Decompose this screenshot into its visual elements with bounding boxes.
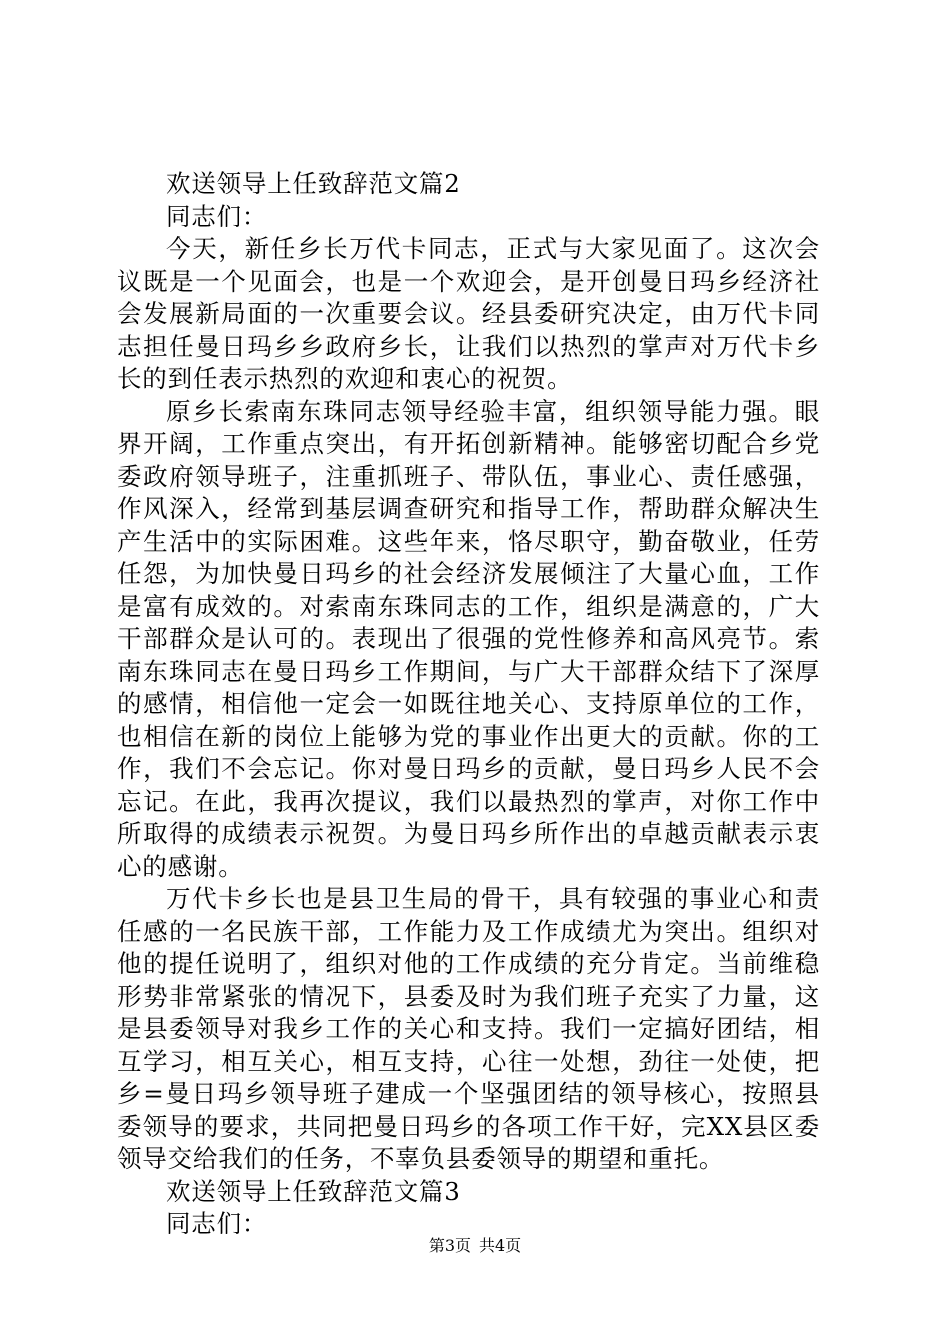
body-paragraph: 今天，新任乡长万代卡同志，正式与大家见面了。这次会议既是一个见面会，也是一个欢迎会，是开创曼日玛乡经济社会发展新局面的一次重要会议。经县委研究决定，由万代卡同志担任曼日玛乡乡政府乡长，让我们以热烈的掌声对万代卡乡长的到任表示热烈的欢迎和衷心的祝贺。 xyxy=(117,234,820,393)
body-paragraph: 原乡长索南东珠同志领导经验丰富，组织领导能力强。眼界开阔，工作重点突出，有开拓创新精神。能够密切配合乡党委政府领导班子，注重抓班子、带队伍，事业心、责任感强，作风深入，经常到基层调查研究和指导工作，帮助群众解决生产生活中的实际困难。这些年来，恪尽职守，勤奋敬业，任劳任怨，为加快曼日玛乡的社会经济发展倾注了大量心血，工作是富有成效的。对索南东珠同志的工作，组织是满意的，广大干部群众是认可的。表现出了很强的党性修养和高风亮节。索南东珠同志在曼日玛乡工作期间，与广大干部群众结下了深厚的感情，相信他一定会一如既往地关心、支持原单位的工作，也相信在新的岗位上能够为党的事业作出更大的贡献。你的工作，我们不会忘记。你对曼日玛乡的贡献，曼日玛乡人民不会忘记。在此，我再次提议，我们以最热烈的掌声，对你工作中所取得的成绩表示祝贺。为曼日玛乡所作出的卓越贡献表示衷心的感谢。 xyxy=(117,396,820,881)
salutation: 同志们： xyxy=(166,1209,268,1238)
section-heading: 欢送领导上任致辞范文篇2 xyxy=(166,169,461,198)
document-body xyxy=(117,168,820,1241)
salutation: 同志们： xyxy=(166,201,268,231)
page-footer xyxy=(0,1236,950,1256)
page-number: 第3页 xyxy=(428,1236,471,1255)
page-total: 共4页 xyxy=(479,1236,522,1255)
section-heading: 欢送领导上任致辞范文篇3 xyxy=(166,1176,461,1206)
body-paragraph: 万代卡乡长也是县卫生局的骨干，具有较强的事业心和责任感的一名民族干部，工作能力及工作成绩尤为突出。组织对他的提任说明了，组织对他的工作成绩的充分肯定。当前维稳形势非常紧张的情况下，县委及时为我们班子充实了力量，这是县委领导对我乡工作的关心和支持。我们一定搞好团结，相互学习，相互关心，相互支持，心往一处想，劲往一处使，把乡=曼日玛乡领导班子建成一个坚强团结的领导核心，按照县委领导的要求，共同把曼日玛乡的各项工作干好，完XX县区委领导交给我们的任务，不辜负县委领导的期望和重托。 xyxy=(117,884,820,1173)
